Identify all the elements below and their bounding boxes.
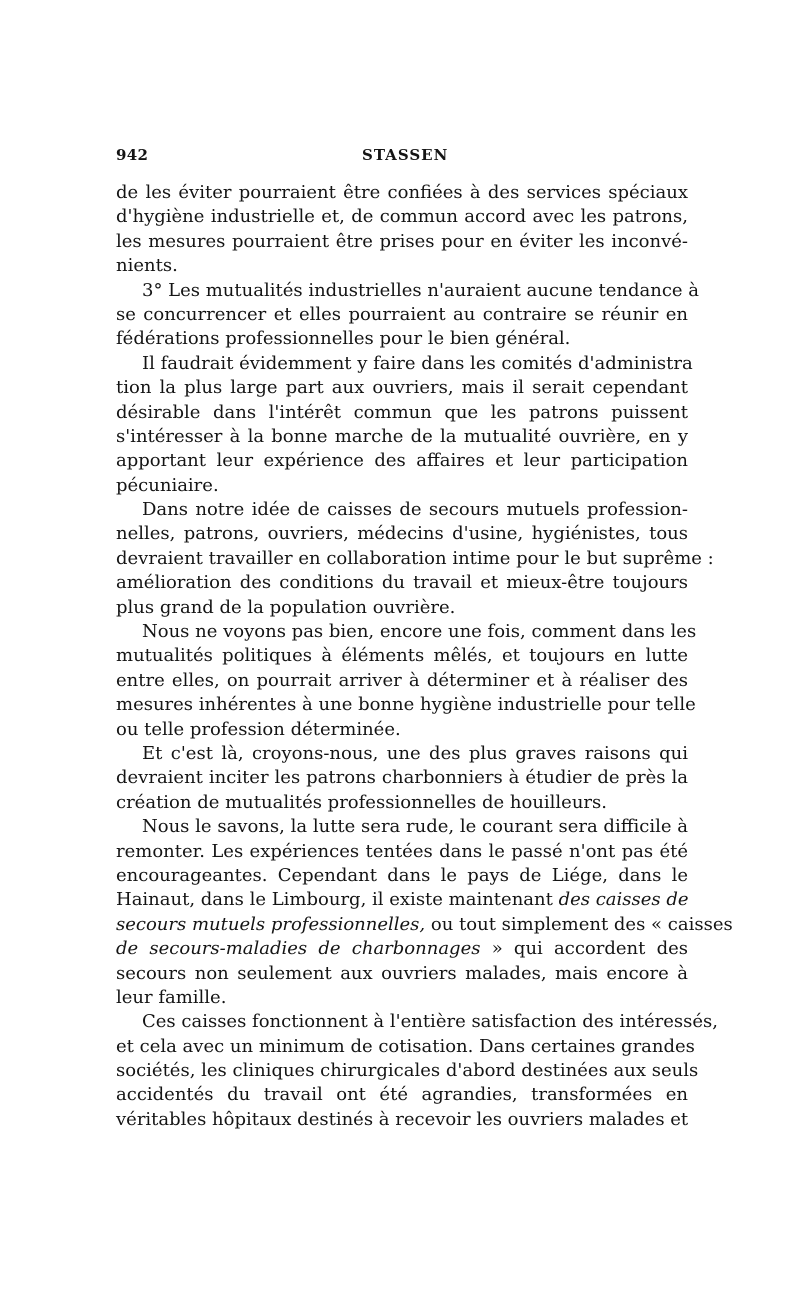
text-span: devraient inciter les patrons charbonniers à étudier de près la [116, 767, 688, 789]
text-span: pécuniaire. [116, 474, 219, 496]
text-line [116, 864, 688, 888]
text-span: accidentés du travail ont été agrandies, transformées en [116, 1084, 688, 1106]
text-line [116, 327, 688, 351]
text-span: Il faudrait évidemment y faire dans les comités d'administra [142, 352, 693, 374]
text-span: entre elles, on pourrait arriver à déterminer et à réaliser des [116, 669, 688, 691]
text-line [116, 1059, 699, 1083]
text-line [116, 571, 688, 595]
text-span: leur famille. [116, 986, 227, 1008]
text-span: Dans notre idée de caisses de secours mutuels profession- [142, 499, 688, 521]
text-line [116, 1083, 688, 1107]
text-span: de les éviter pourraient être confiées à des services spéciaux [116, 182, 688, 203]
text-span: se concurrencer et elles pourraient au contraire se réunir en [116, 303, 688, 325]
italic-span: de secours-maladies de charbonnages [116, 938, 481, 960]
text-span: Ces caisses fonctionnent à l'entière satisfaction des intéressés, [142, 1011, 718, 1033]
text-line [116, 620, 697, 644]
text-line [116, 1035, 695, 1059]
text-line [116, 474, 688, 498]
text-span: Nous ne voyons pas bien, encore une fois, comment dans les [142, 621, 697, 643]
running-title: STASSEN [362, 146, 449, 164]
text-line [116, 181, 688, 205]
text-line [116, 498, 688, 522]
text-line [116, 1010, 718, 1034]
text-line [116, 376, 688, 400]
text-line [116, 742, 688, 766]
text-span: désirable dans l'intérêt commun que les patrons puissent [116, 401, 688, 423]
text-span: tion la plus large part aux ouvriers, mais il serait cependant [116, 377, 688, 399]
text-line [116, 840, 688, 864]
text-line [116, 522, 688, 546]
text-line [116, 791, 688, 815]
text-span: fédérations professionnelles pour le bien général. [116, 328, 571, 350]
text-span: secours non seulement aux ouvriers malades, mais encore à [116, 962, 688, 984]
text-line [116, 913, 733, 937]
text-span: amélioration des conditions du travail et mieux-être toujours [116, 572, 688, 594]
text-span: nelles, patrons, ouvriers, médecins d'usine, hygiénistes, tous [116, 523, 688, 545]
page-number: 942 [116, 146, 149, 164]
text-line [116, 937, 688, 961]
text-span: Hainaut, dans le Limbourg, il existe maintenant [116, 889, 553, 911]
text-span: plus grand de la population ouvrière. [116, 596, 456, 618]
text-span: mesures inhérentes à une bonne hygiène industrielle pour telle [116, 694, 696, 716]
text-line [116, 425, 688, 449]
text-span: remonter. Les expériences tentées dans le passé n'ont pas été [116, 840, 688, 862]
text-line [116, 962, 688, 986]
text-span: Et c'est là, croyons-nous, une des plus graves raisons qui [142, 742, 688, 764]
text-span: sociétés, les cliniques chirurgicales d'abord destinées aux seuls [116, 1060, 699, 1082]
text-line [116, 279, 700, 303]
text-line [116, 888, 688, 912]
text-line [116, 254, 688, 278]
text-line [116, 1108, 688, 1132]
text-span: » qui accordent des [491, 938, 688, 960]
page-header [116, 146, 686, 170]
text-span: création de mutualités professionnelles de houilleurs. [116, 791, 607, 813]
text-span: et cela avec un minimum de cotisation. Dans certaines grandes [116, 1035, 695, 1057]
text-line [116, 547, 714, 571]
text-span: mutualités politiques à éléments mêlés, et toujours en lutte [116, 645, 688, 667]
text-span: véritables hôpitaux destinés à recevoir les ouvriers malades et [116, 1108, 689, 1130]
text-line [116, 718, 688, 742]
text-span: ou telle profession déterminée. [116, 718, 401, 740]
text-span: apportant leur expérience des affaires et leur participation [116, 450, 688, 472]
text-line [116, 449, 688, 473]
text-span: devraient travailler en collaboration intime pour le but suprême : [116, 547, 714, 569]
text-line [116, 401, 688, 425]
text-span: encourageantes. Cependant dans le pays de Liége, dans le [116, 864, 688, 886]
text-line [116, 669, 688, 693]
italic-span: des caisses de [558, 889, 689, 911]
text-line [116, 303, 688, 327]
text-span: d'hygiène industrielle et, de commun accord avec les patrons, [116, 206, 688, 228]
text-span: Nous le savons, la lutte sera rude, le courant sera difficile à [142, 816, 688, 838]
text-line [116, 352, 693, 376]
text-line [116, 596, 688, 620]
text-line [116, 205, 688, 229]
text-span: nients. [116, 255, 178, 277]
text-span: les mesures pourraient être prises pour en éviter les inconvé- [116, 230, 688, 252]
text-line [116, 986, 688, 1010]
text-span: s'intéresser à la bonne marche de la mutualité ouvrière, en y [116, 425, 688, 447]
text-span: ou tout simplement des « caisses [430, 913, 733, 935]
text-line [116, 693, 696, 717]
text-line [116, 766, 688, 790]
text-line [116, 230, 688, 254]
text-line [116, 644, 688, 668]
body-text [116, 181, 733, 1132]
italic-span: secours mutuels professionnelles, [116, 913, 426, 935]
text-span: 3° Les mutualités industrielles n'auraient aucune tendance à [142, 279, 700, 301]
text-line [116, 815, 688, 839]
